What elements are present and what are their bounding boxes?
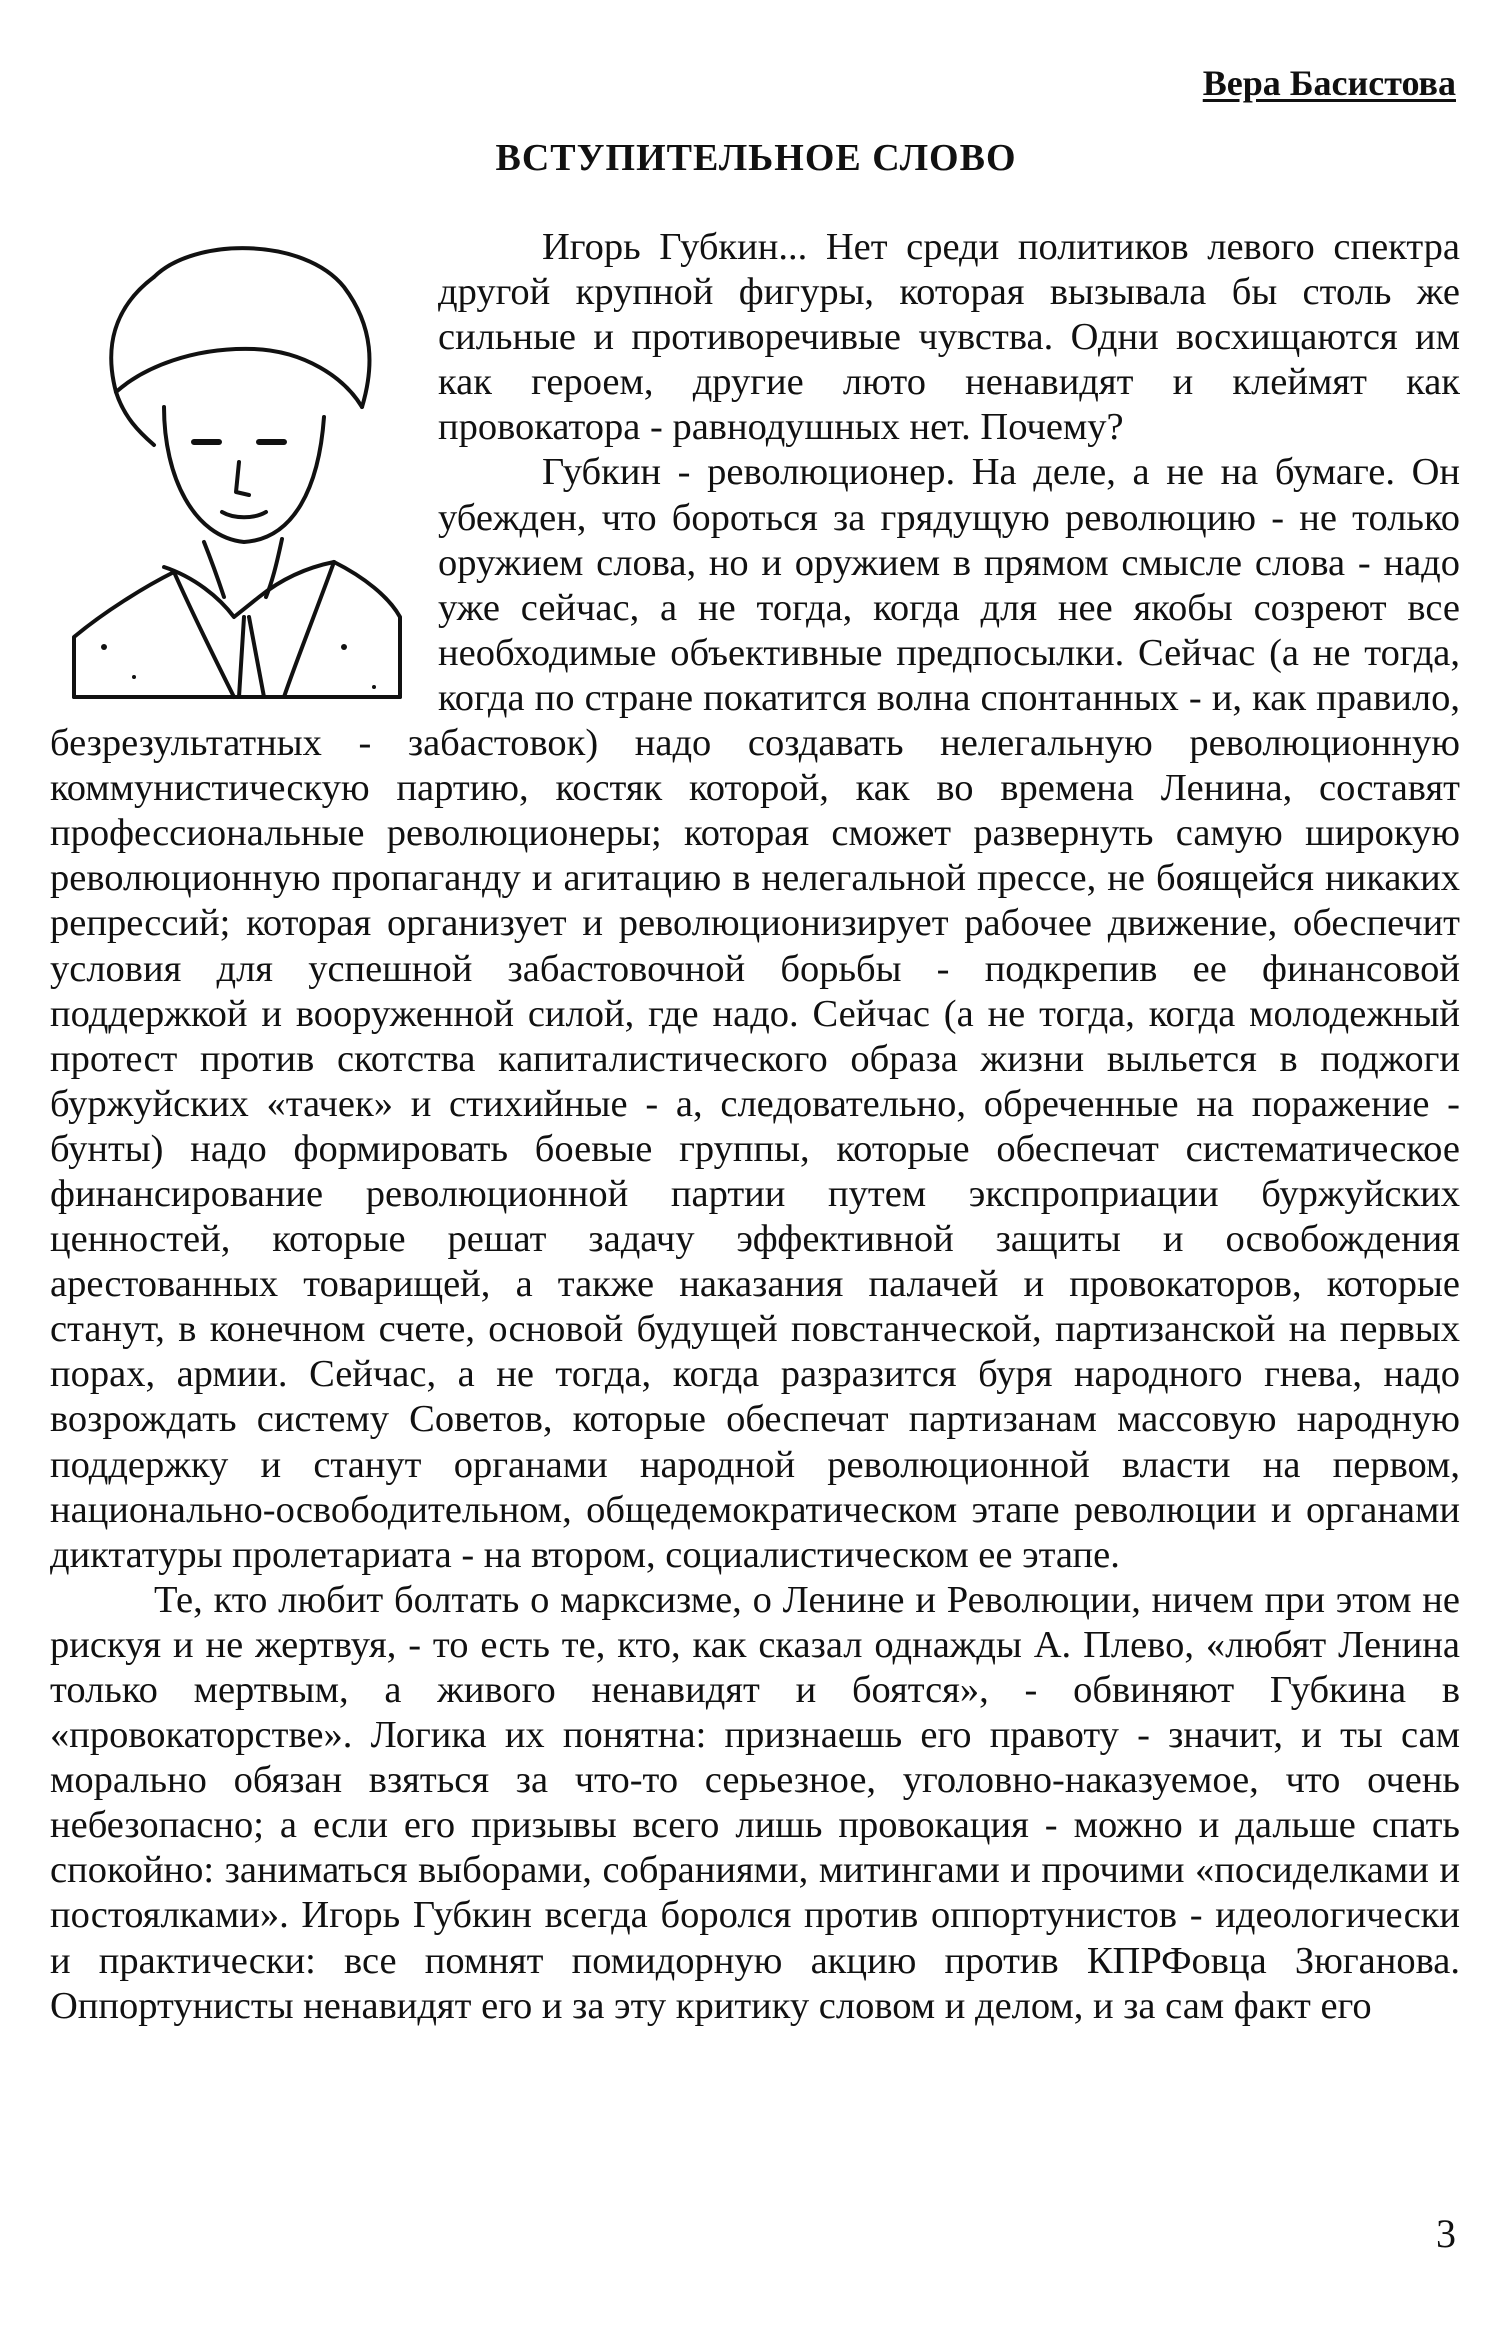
author-name: Вера Басистова [1202,63,1456,103]
portrait-icon [44,217,416,707]
paragraph: Те, кто любит болтать о марксизме, о Ленине и Революции, ничем при этом не рискуя и не жертвуя, - то есть те, кто, как сказал однажды А. Плево, «любят Ленина только мертвым, а живого ненавидят и боятся», - обвиняют Губкина в «провокаторстве». Логика их понятна: признаешь его правоту - значит, и ты сам морально обязан взяться за что-то серьезное, уголовно-наказуемое, что очень небезопасно; а если его призывы всего лишь провокация - можно и дальше спать спокойно: заниматься выборами, собраниями, митингами и прочими «посиделками и постоялками». Игорь Губкин всегда боролся против оппортунистов - идеологически и практически: все помнят помидорную акцию против КПРФовца Зюганова. Оппортунисты ненавидят его и за эту критику словом и делом, и за сам факт его [50,1578,1460,2027]
portrait-sketch [44,217,416,707]
paragraph: Губкин - революционер. На деле, а не на бумаге. Он убежден, что бороться за грядущую революцию - не только оружием слова, но и оружием в прямом смысле слова - надо уже сейчас, а не тогда, когда для нее якобы созреют все необходимые объективные предпосылки. Сейчас (а не тогда, когда по стране покатится волна спонтанных - и, как правило, безрезультатных - забастовок) надо создавать нелегальную революционную коммунистическую партию, костяк которой, как во времена Ленина, составят профессиональные революционеры; которая сможет развернуть самую широкую революционную пропаганду и агитацию в нелегальной прессе, не боящейся никаких репрессий; которая организует и революционизирует рабочее движение, обеспечит условия для успешной забастовочной борьбы - подкрепив ее финансовой поддержкой и вооруженной силой, где надо. Сейчас (а не тогда, когда молодежный протест против скотства капиталистического образа жизни выльется в поджоги буржуйских «тачек» и стихийные - а, следовательно, обреченные на поражение - бунты) надо формировать боевые группы, которые обеспечат систематическое финансирование революционной партии путем экспроприации буржуйских ценностей, которые решат задачу эффективной защиты и освобождения арестованных товарищей, а также наказания палачей и провокаторов, которые станут, в конечном счете, основой будущей повстанческой, партизанской на первых порах, армии. Сейчас, а не тогда, когда разразится буря народного гнева, надо возрождать систему Советов, которые обеспечат партизанам массовую народную поддержку и станут органами народной революционной власти на первом, национально-освободительном, общедемократическом этапе революции и органами диктатуры пролетариата - на втором, социалистическом ее этапе. [50,451,1460,1576]
page-title: ВСТУПИТЕЛЬНОЕ СЛОВО [495,137,1017,179]
page-number: 3 [1436,2211,1456,2256]
article-body [50,225,1460,2029]
paragraph: Игорь Губкин... Нет среди политиков левого спектра другой крупной фигуры, которая вызывала бы столь же сильные и противоречивые чувства. Одни восхищаются им как героем, другие люто ненавидят и клеймят как провокатора - равнодушных нет. Почему? [438,226,1460,449]
